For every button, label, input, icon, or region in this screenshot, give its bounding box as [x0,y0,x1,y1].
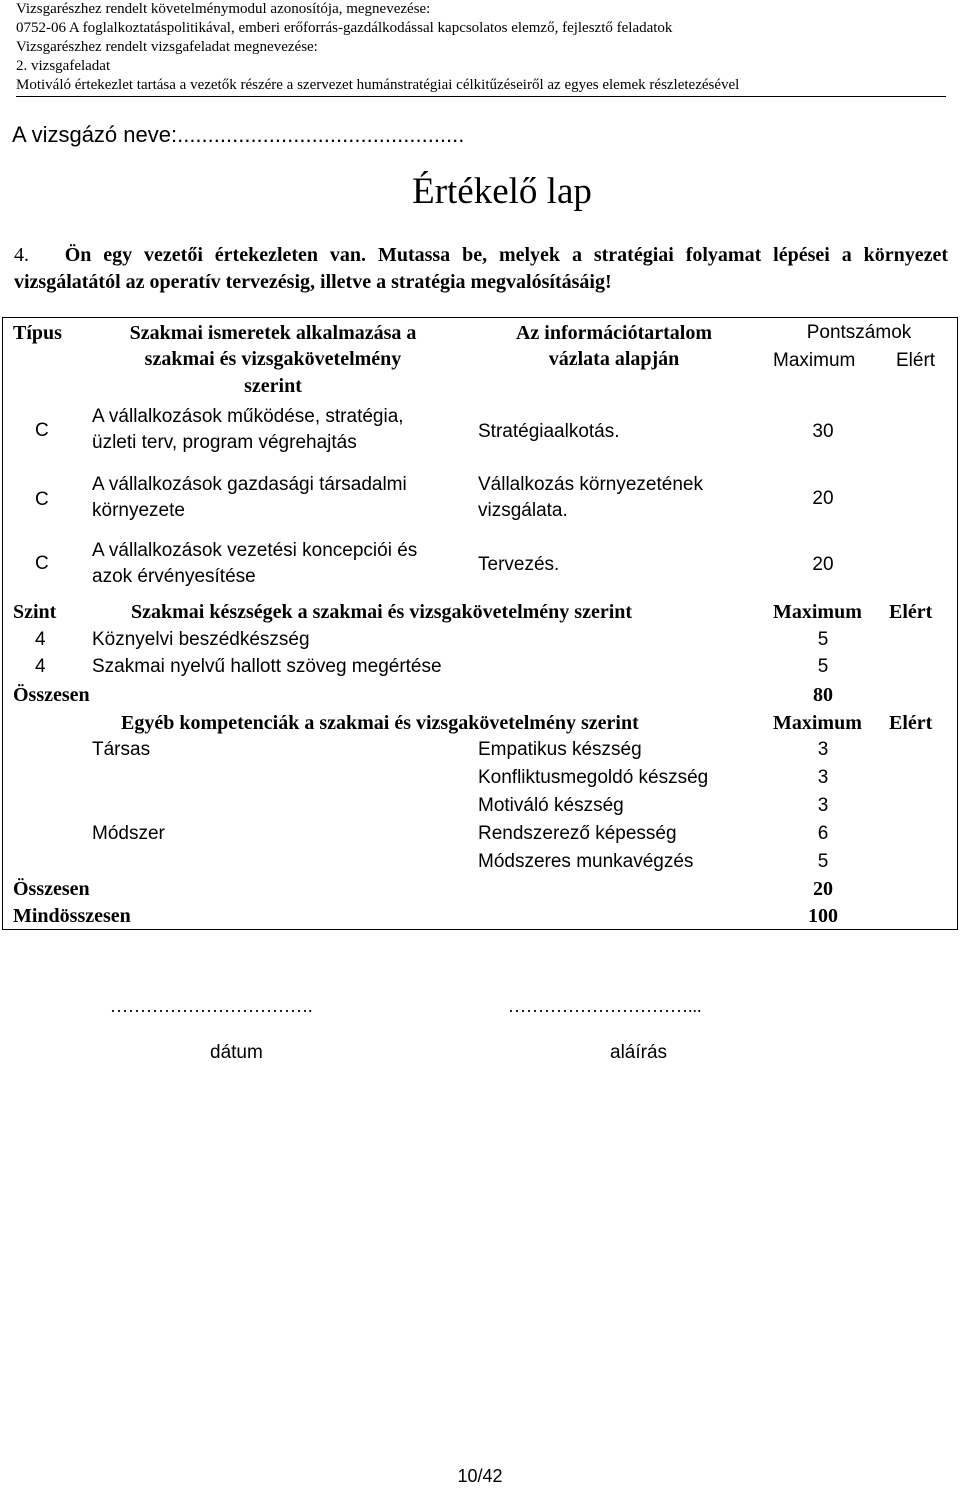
date-label: dátum [210,1042,263,1063]
skill-level: 4 [35,629,46,650]
skill-name: Köznyelvi beszédkészség [92,629,310,650]
total-value: 80 [813,684,833,706]
total-label: Összesen [13,684,90,706]
col-head-max: Maximum [773,601,862,623]
col-head-knowledge: Szakmai ismeretek alkalmazása a [129,322,417,344]
col-head-knowledge: szerint [244,375,302,397]
competency-group: Társas [92,739,151,760]
skill-max: 5 [817,629,829,650]
competency-max: 3 [817,739,829,760]
competency-name: Konfliktusmegoldó készség [478,767,709,788]
skill-level: 4 [35,656,46,677]
competency-max: 5 [817,851,829,872]
grand-total-value: 100 [808,905,838,927]
row-topic: A vállalkozások működése, stratégia, [92,406,404,427]
module-header [16,0,946,95]
task-text: Ön egy vezetői értekezleten van. Mutassa be, melyek a stratégiai folyamat lépései a környezet vizsgálatától az operatív tervezésig, illetve a stratégia megvalósításáig! [14,244,948,293]
row-max: 20 [812,554,834,575]
competency-group: Módszer [92,823,165,844]
col-head-knowledge: szakmai és vizsgakövetelmény [144,348,402,370]
row-topic: A vállalkozások gazdasági társadalmi [92,474,407,495]
competency-name: Módszeres munkavégzés [478,851,694,872]
competency-name: Rendszerező képesség [478,823,677,844]
candidate-name-field[interactable]: A vizsgázó neve:............................................... [12,122,465,147]
header-line: Vizsgarészhez rendelt követelménymodul azonosítója, megnevezése: [16,1,431,17]
col-head-info: vázlata alapján [548,348,680,370]
col-head-level: Szint [13,601,57,623]
total-label: Összesen [13,878,90,900]
competency-name: Empatikus készség [478,739,642,760]
competency-max: 6 [817,823,829,844]
row-topic: A vállalkozások vezetési koncepciói és [92,540,418,561]
skill-max: 5 [817,656,829,677]
page-number: 10/42 [457,1466,503,1486]
grand-total-label: Mindösszesen [13,905,131,927]
col-head-info: Az információtartalom [515,322,713,344]
row-max: 30 [812,421,834,442]
header-line: Vizsgarészhez rendelt vizsgafeladat megnevezése: [16,39,318,55]
task-number: 4. [14,244,29,266]
competency-name: Motiváló készség [478,795,624,816]
date-line[interactable]: ……………………………. [110,996,313,1016]
col-head-achieved: Elért [889,712,933,734]
header-line: 0752-06 A foglalkoztatáspolitikával, emberi erőforrás-gazdálkodással kapcsolatos elemző, fejlesztő feladatok [16,20,673,36]
task-description [14,242,948,296]
evaluation-table [2,317,958,930]
col-head-achieved: Elért [896,350,936,371]
skill-name: Szakmai nyelvű hallott szöveg megértése [92,656,442,677]
header-line: 2. vizsgafeladat [16,58,111,74]
row-max: 20 [812,488,834,509]
row-info: Tervezés. [478,554,560,575]
col-head-type: Típus [13,322,62,344]
signature-label: aláírás [610,1042,668,1063]
col-head-max: Maximum [773,350,856,371]
row-info: vizsgálata. [478,500,568,521]
competency-max: 3 [817,795,829,816]
row-topic: üzleti terv, program végrehajtás [92,432,357,453]
row-info: Stratégiaalkotás. [478,421,620,442]
section-title-competencies: Egyéb kompetenciák a szakmai és vizsgakövetelmény szerint [121,712,639,734]
row-type: C [35,420,49,441]
col-head-points: Pontszámok [806,322,912,343]
page-title: Értékelő lap [412,171,592,212]
competency-max: 3 [817,767,829,788]
row-info: Vállalkozás környezetének [478,474,703,495]
header-divider [16,96,946,97]
signature-line[interactable]: …………………………... [508,996,702,1016]
row-topic: környezete [92,500,185,521]
row-type: C [35,553,49,574]
col-head-achieved: Elért [889,601,933,623]
col-head-max: Maximum [773,712,862,734]
section-title-skills: Szakmai készségek a szakmai és vizsgakövetelmény szerint [131,601,633,623]
header-line: Motiváló értekezlet tartása a vezetők részére a szervezet humánstratégiai célkitűzéseiről az egyes elemek részletezésével [16,77,740,93]
total-value: 20 [813,878,833,900]
row-type: C [35,489,49,510]
row-topic: azok érvényesítése [92,566,256,587]
